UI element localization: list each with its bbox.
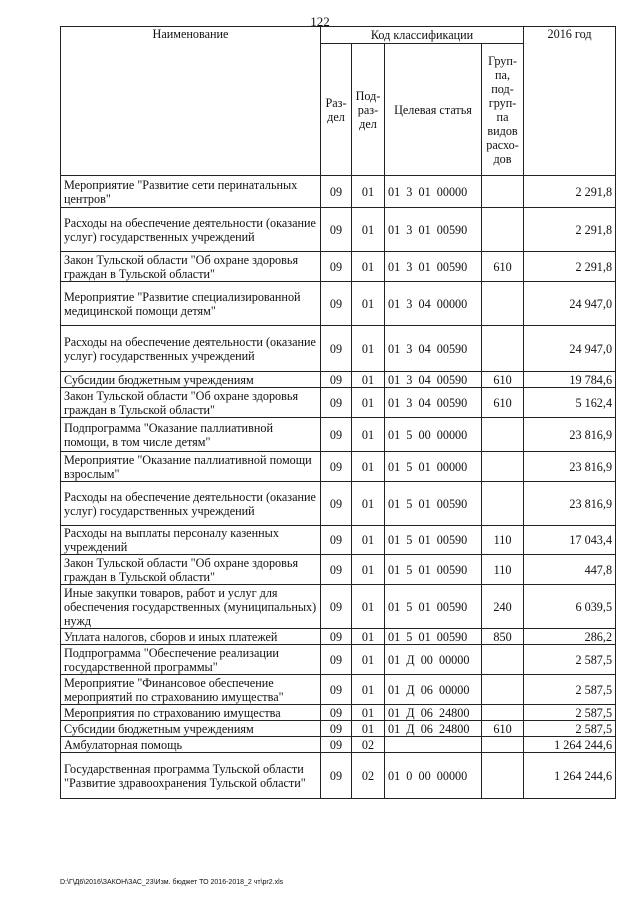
row-subsection: 01 <box>352 452 385 482</box>
row-group <box>482 418 524 452</box>
row-name: Мероприятие "Развитие специализированной медицинской помощи детям" <box>61 282 321 326</box>
row-name: Уплата налогов, сборов и иных платежей <box>61 629 321 645</box>
row-name: Субсидии бюджетным учреждениям <box>61 372 321 388</box>
row-subsection: 01 <box>352 388 385 418</box>
row-article: 01 3 04 00590 <box>385 372 482 388</box>
row-amount: 447,8 <box>524 555 616 585</box>
row-name: Мероприятие "Оказание паллиативной помощи взрослым" <box>61 452 321 482</box>
table-row <box>61 372 616 388</box>
table-row <box>61 753 616 799</box>
row-section: 09 <box>321 372 352 388</box>
row-section: 09 <box>321 526 352 555</box>
row-group: 610 <box>482 372 524 388</box>
row-subsection: 01 <box>352 675 385 705</box>
budget-table <box>60 26 616 799</box>
table-row <box>61 629 616 645</box>
row-section: 09 <box>321 585 352 629</box>
row-name: Расходы на обеспечение деятельности (оказание услуг) государственных учреждений <box>61 482 321 526</box>
row-article: 01 5 00 00000 <box>385 418 482 452</box>
row-article: 01 3 04 00000 <box>385 282 482 326</box>
file-path-footer: D:\Г\Д6\2016\ЗАКОН\ЗАС_23\Изм. бюджет ТО 2016-2018_2 чт\pr2.xls <box>60 879 284 886</box>
table-row <box>61 555 616 585</box>
row-article: 01 Д 06 00000 <box>385 675 482 705</box>
table-row <box>61 452 616 482</box>
row-amount: 23 816,9 <box>524 418 616 452</box>
row-amount: 2 291,8 <box>524 252 616 282</box>
row-group: 610 <box>482 388 524 418</box>
row-group <box>482 737 524 753</box>
table-row <box>61 585 616 629</box>
row-amount: 23 816,9 <box>524 482 616 526</box>
row-section: 09 <box>321 208 352 252</box>
row-amount: 1 264 244,6 <box>524 737 616 753</box>
header-year: 2016 год <box>524 27 616 176</box>
row-subsection: 02 <box>352 737 385 753</box>
row-section: 09 <box>321 721 352 737</box>
row-section: 09 <box>321 753 352 799</box>
row-amount: 2 291,8 <box>524 176 616 208</box>
row-subsection: 01 <box>352 326 385 372</box>
row-amount: 23 816,9 <box>524 452 616 482</box>
row-section: 09 <box>321 176 352 208</box>
table-row <box>61 737 616 753</box>
row-group <box>482 482 524 526</box>
row-section: 09 <box>321 282 352 326</box>
row-article: 01 3 04 00590 <box>385 388 482 418</box>
row-group <box>482 176 524 208</box>
row-section: 09 <box>321 737 352 753</box>
row-article: 01 0 00 00000 <box>385 753 482 799</box>
row-section: 09 <box>321 629 352 645</box>
row-article: 01 3 01 00590 <box>385 252 482 282</box>
row-name: Субсидии бюджетным учреждениям <box>61 721 321 737</box>
row-article: 01 3 01 00590 <box>385 208 482 252</box>
row-section: 09 <box>321 482 352 526</box>
row-article: 01 Д 06 24800 <box>385 705 482 721</box>
header-subsection <box>352 44 385 176</box>
row-section: 09 <box>321 388 352 418</box>
table-row <box>61 252 616 282</box>
row-amount: 5 162,4 <box>524 388 616 418</box>
row-amount: 24 947,0 <box>524 326 616 372</box>
row-section: 09 <box>321 645 352 675</box>
row-group <box>482 645 524 675</box>
row-article: 01 3 04 00590 <box>385 326 482 372</box>
row-name: Расходы на выплаты персоналу казенных учреждений <box>61 526 321 555</box>
row-amount: 2 587,5 <box>524 705 616 721</box>
row-name: Мероприятия по страхованию имущества <box>61 705 321 721</box>
row-subsection: 01 <box>352 585 385 629</box>
row-subsection: 01 <box>352 176 385 208</box>
row-name: Государственная программа Тульской области "Развитие здравоохранения Тульской области" <box>61 753 321 799</box>
row-name: Закон Тульской области "Об охране здоровья граждан в Тульской области" <box>61 555 321 585</box>
header-subsection-text: Под- раз- дел <box>355 88 381 131</box>
table-row <box>61 208 616 252</box>
row-name: Мероприятие "Финансовое обеспечение мероприятий по страхованию имущества" <box>61 675 321 705</box>
row-subsection: 01 <box>352 526 385 555</box>
row-section: 09 <box>321 675 352 705</box>
row-group <box>482 326 524 372</box>
row-section: 09 <box>321 326 352 372</box>
row-section: 09 <box>321 418 352 452</box>
row-subsection: 01 <box>352 705 385 721</box>
row-name: Амбулаторная помощь <box>61 737 321 753</box>
header-section-text: Раз- дел <box>325 95 347 124</box>
row-group <box>482 675 524 705</box>
row-group: 610 <box>482 721 524 737</box>
row-group <box>482 753 524 799</box>
row-subsection: 01 <box>352 645 385 675</box>
row-article: 01 3 01 00000 <box>385 176 482 208</box>
row-name: Подпрограмма "Обеспечение реализации государственной программы" <box>61 645 321 675</box>
row-group <box>482 452 524 482</box>
row-section: 09 <box>321 555 352 585</box>
table-row <box>61 326 616 372</box>
row-article: 01 5 01 00590 <box>385 526 482 555</box>
row-group: 110 <box>482 555 524 585</box>
table-row <box>61 645 616 675</box>
row-group: 110 <box>482 526 524 555</box>
table-row <box>61 721 616 737</box>
table-row <box>61 282 616 326</box>
row-name: Закон Тульской области "Об охране здоровья граждан в Тульской области" <box>61 388 321 418</box>
row-subsection: 01 <box>352 555 385 585</box>
row-name: Мероприятие "Развитие сети перинатальных центров" <box>61 176 321 208</box>
row-amount: 24 947,0 <box>524 282 616 326</box>
row-subsection: 01 <box>352 721 385 737</box>
header-code: Код классификации <box>321 27 524 44</box>
table-row <box>61 526 616 555</box>
row-subsection: 01 <box>352 482 385 526</box>
row-article: 01 5 01 00590 <box>385 555 482 585</box>
table-row <box>61 705 616 721</box>
row-amount: 17 043,4 <box>524 526 616 555</box>
row-subsection: 01 <box>352 418 385 452</box>
row-amount: 2 587,5 <box>524 645 616 675</box>
row-section: 09 <box>321 452 352 482</box>
page-number: 122 <box>310 14 330 29</box>
row-article: 01 5 01 00590 <box>385 482 482 526</box>
row-name: Иные закупки товаров, работ и услуг для обеспечения государственных (муниципальных) нужд <box>61 585 321 629</box>
row-subsection: 02 <box>352 753 385 799</box>
table-body <box>61 176 616 799</box>
row-name: Закон Тульской области "Об охране здоровья граждан в Тульской области" <box>61 252 321 282</box>
row-group: 240 <box>482 585 524 629</box>
table-row <box>61 176 616 208</box>
row-amount: 2 587,5 <box>524 721 616 737</box>
header-group <box>482 44 524 176</box>
row-amount: 6 039,5 <box>524 585 616 629</box>
table-row <box>61 418 616 452</box>
row-subsection: 01 <box>352 252 385 282</box>
row-article: 01 Д 00 00000 <box>385 645 482 675</box>
row-section: 09 <box>321 705 352 721</box>
header-group-text: Груп- па, под- груп- па видов расхо- дов <box>486 53 519 166</box>
row-article: 01 5 01 00590 <box>385 629 482 645</box>
row-subsection: 01 <box>352 629 385 645</box>
row-group <box>482 208 524 252</box>
row-amount: 2 587,5 <box>524 675 616 705</box>
row-article <box>385 737 482 753</box>
table-row <box>61 675 616 705</box>
header-article: Целевая статья <box>385 44 482 176</box>
table-row <box>61 388 616 418</box>
header-section <box>321 44 352 176</box>
row-subsection: 01 <box>352 208 385 252</box>
row-subsection: 01 <box>352 282 385 326</box>
row-name: Подпрограмма "Оказание паллиативной помощи, в том числе детям" <box>61 418 321 452</box>
header-name: Наименование <box>61 27 321 176</box>
row-name: Расходы на обеспечение деятельности (оказание услуг) государственных учреждений <box>61 326 321 372</box>
row-group: 610 <box>482 252 524 282</box>
row-article: 01 Д 06 24800 <box>385 721 482 737</box>
row-name: Расходы на обеспечение деятельности (оказание услуг) государственных учреждений <box>61 208 321 252</box>
row-group <box>482 282 524 326</box>
row-amount: 2 291,8 <box>524 208 616 252</box>
row-article: 01 5 01 00590 <box>385 585 482 629</box>
row-amount: 19 784,6 <box>524 372 616 388</box>
row-section: 09 <box>321 252 352 282</box>
row-article: 01 5 01 00000 <box>385 452 482 482</box>
row-group <box>482 705 524 721</box>
row-amount: 286,2 <box>524 629 616 645</box>
table-row <box>61 482 616 526</box>
row-group: 850 <box>482 629 524 645</box>
row-subsection: 01 <box>352 372 385 388</box>
row-amount: 1 264 244,6 <box>524 753 616 799</box>
